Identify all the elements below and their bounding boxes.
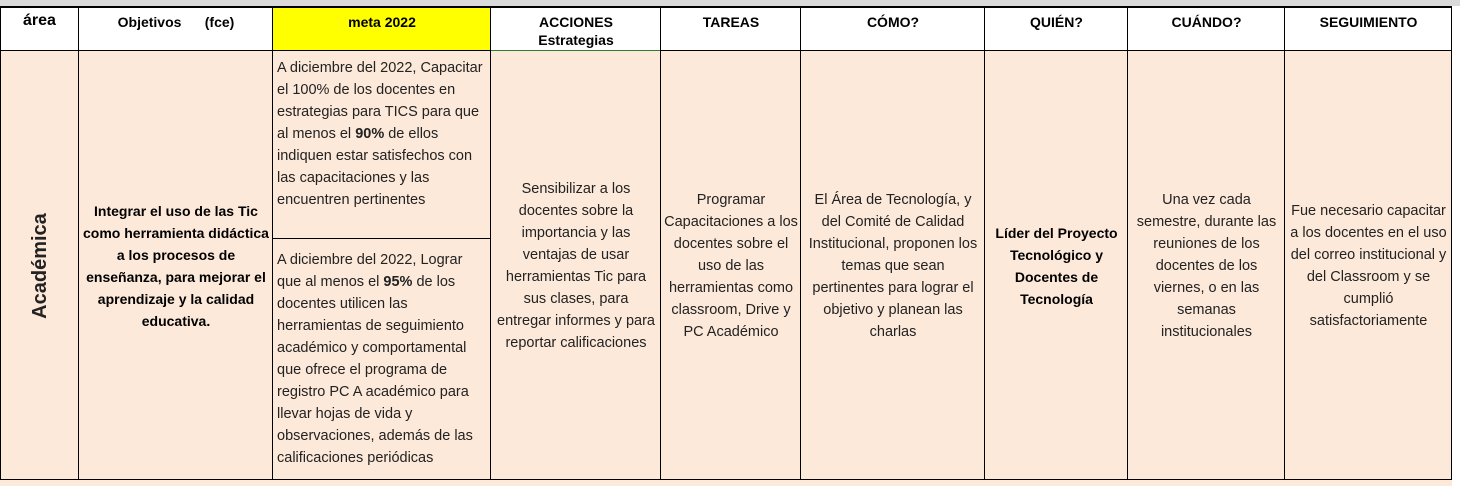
header-acciones[interactable] [491, 8, 661, 50]
header-tareas[interactable] [661, 8, 801, 50]
cell-como[interactable] [801, 51, 985, 480]
grid-v-0 [0, 6, 1, 486]
meta-2-bold: 95% [383, 274, 413, 290]
cell-area[interactable] [0, 51, 79, 480]
cell-acciones[interactable] [491, 51, 661, 480]
header-objetivos[interactable] [79, 8, 273, 50]
meta-1-before: A diciembre del 2022, Capacitar el 100% de los docentes en estrategias para TICS para que al menos el [277, 60, 483, 142]
cell-tareas[interactable] [661, 51, 801, 480]
header-cuando-label: CUÁNDO? [1171, 14, 1242, 30]
header-quien-label: QUIÉN? [1030, 14, 1083, 30]
meta-1-bold: 90% [355, 126, 385, 142]
header-tareas-label: TAREAS [702, 14, 760, 30]
cell-cuando[interactable] [1128, 51, 1285, 480]
acciones-text: Sensibilizar a los docentes sobre la importancia y las ventajas de usar herramientas Tic para sus clases, para entregar informes y para reportar calificaciones [497, 180, 655, 351]
header-como[interactable] [801, 8, 985, 50]
header-meta[interactable] [273, 8, 491, 50]
header-meta-label: meta 2022 [348, 14, 416, 30]
meta-1-after: de ellos indiquen estar satisfechos con las capacitaciones y las encuentren pertinentes [277, 126, 473, 208]
header-quien[interactable] [985, 8, 1128, 50]
header-area[interactable] [0, 8, 79, 50]
header-seguimiento-label: SEGUIMIENTO [1319, 14, 1418, 30]
meta-2-before: A diciembre del 2022, Lograr que al menos el [277, 252, 463, 290]
meta-2-text [273, 249, 491, 469]
meta-divider [273, 238, 491, 239]
header-seguimiento[interactable] [1285, 8, 1452, 50]
tareas-text: Programar Capacitaciones a los docentes sobre el uso de las herramientas como classroom, Drive y PC Académico [664, 191, 798, 340]
header-area-label: área [23, 12, 56, 29]
cell-quien[interactable] [985, 51, 1128, 480]
grid-v-7 [1127, 6, 1128, 486]
grid-v-1 [78, 6, 79, 486]
objetivo-text: Integrar el uso de las Tic como herramienta didáctica a los procesos de enseñanza, para mejorar el aprendizaje y la calidad educativa. [83, 202, 269, 329]
como-text: El Área de Tecnología, y del Comité de Calidad Institucional, proponen los temas que sean pertinentes para lograr el objetivo y planean las charlas [808, 191, 978, 340]
cell-meta-2[interactable] [273, 239, 491, 480]
header-acciones-label: ACCIONES [539, 14, 613, 30]
grid-v-4 [660, 6, 661, 486]
right-margin [1452, 6, 1460, 486]
cell-seguimiento[interactable] [1285, 51, 1452, 480]
grid-v-6 [984, 6, 985, 486]
header-cuando[interactable] [1128, 8, 1285, 50]
grid-v-3 [490, 6, 491, 486]
next-row-strip [0, 480, 1452, 486]
header-acciones-sub: Estrategias [538, 32, 614, 48]
meta-1-text [273, 57, 491, 211]
grid-v-8 [1284, 6, 1285, 486]
grid-v-5 [800, 6, 801, 486]
header-objetivos-label: Objetivos (fce) [117, 14, 235, 30]
meta-2-after: de los docentes utilicen las herramientas de seguimiento académico y comportamental que ofrece el programa de registro PC A académico para llevar hojas de vida y observaciones, además de las calificaciones periódicas [277, 274, 473, 466]
cell-meta-1[interactable] [273, 51, 491, 238]
cell-objetivo[interactable] [79, 51, 273, 480]
quien-text: Líder del Proyecto Tecnológico y Docentes de Tecnología [995, 224, 1118, 307]
grid-v-2 [272, 6, 273, 486]
cuando-text: Una vez cada semestre, durante las reuniones de los docentes de los viernes, o en las semanas institucionales [1136, 191, 1277, 340]
area-label: Académica [28, 212, 51, 319]
seguimiento-text: Fue necesario capacitar a los docentes en el uso del correo institucional y del Classroom y se cumplió satisfactoriamente [1290, 202, 1447, 329]
header-como-label: CÓMO? [866, 14, 920, 30]
